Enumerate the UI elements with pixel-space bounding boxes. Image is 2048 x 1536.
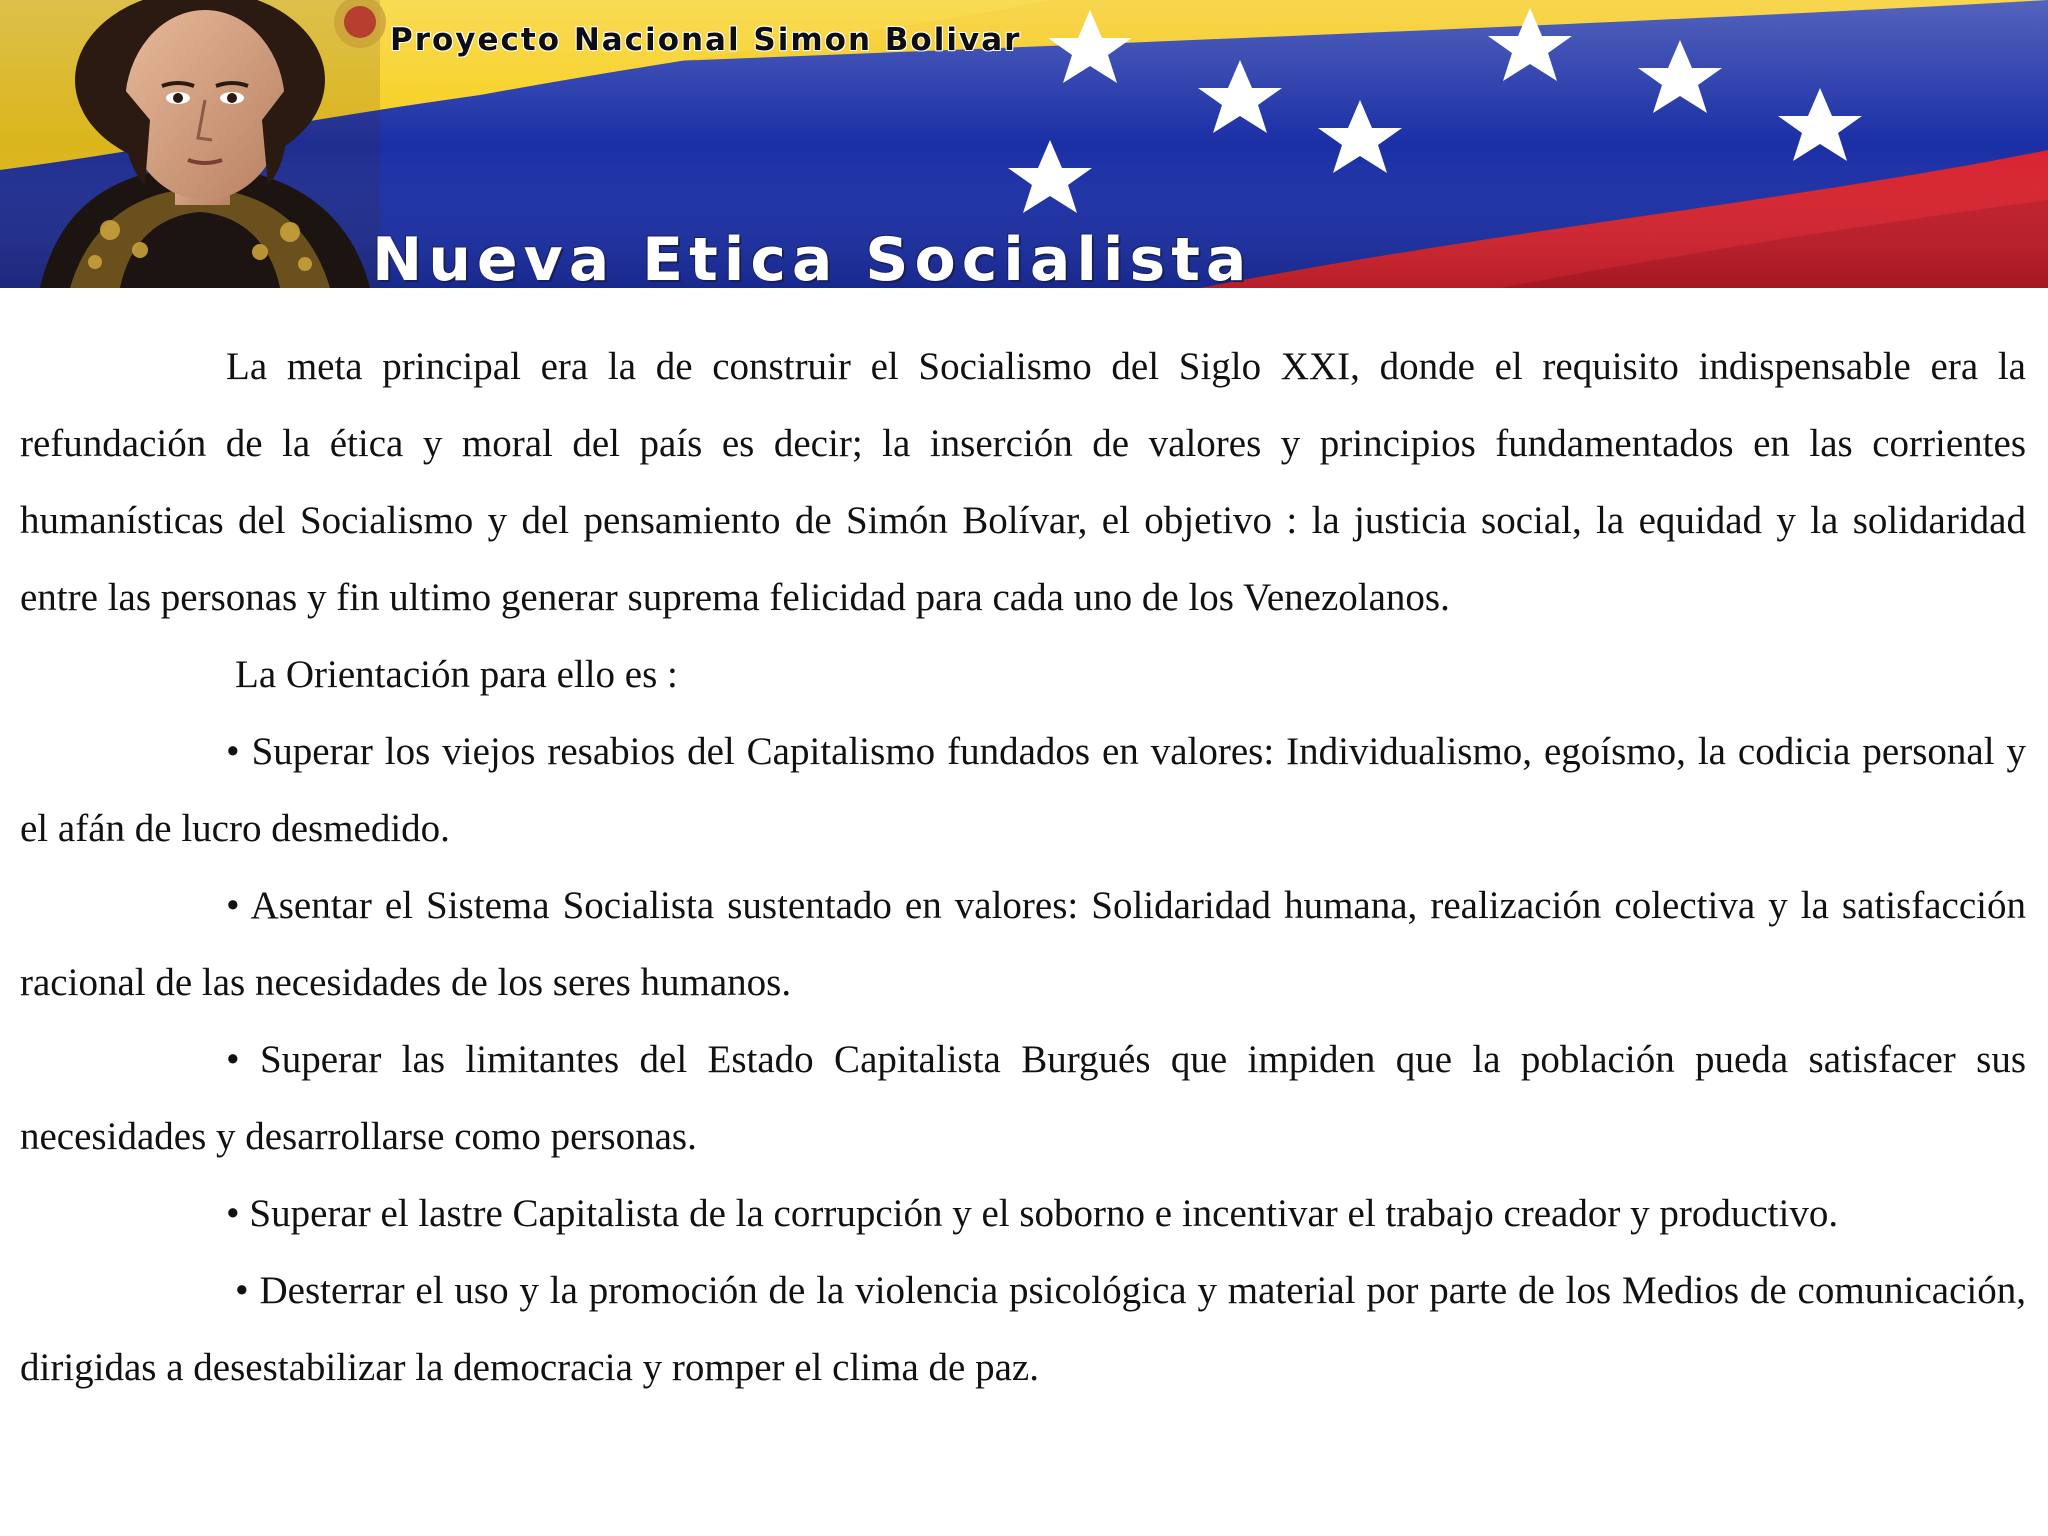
bullet-item-5: • Desterrar el uso y la promoción de la violencia psicológica y material por parte de los Medios de comunicación, dirigidas a desestabilizar la democracia y romper el clima de paz. <box>20 1269 2026 1389</box>
banner-title: Proyecto Nacional Simon Bolivar <box>390 22 1022 58</box>
bullet-item-2: • Asentar el Sistema Socialista sustentado en valores: Solidaridad humana, realización colectiva y la satisfacción racional de las necesidades de los seres humanos. <box>20 884 2026 1004</box>
banner-subtitle: Nueva Etica Socialista <box>372 225 1253 288</box>
portrait-icon <box>0 0 386 288</box>
orientation-heading: La Orientación para ello es : <box>235 653 678 696</box>
bullet-item-3: • Superar las limitantes del Estado Capitalista Burgués que impiden que la población pueda satisfacer sus necesidades y desarrollarse como personas. <box>20 1038 2026 1158</box>
intro-paragraph: La meta principal era la de construir el Socialismo del Siglo XXI, donde el requisito indispensable era la refundación de la ética y moral del país es decir; la inserción de valores y principios fundamentados en las corrientes humanísticas del Socialismo y del pensamiento de Simón Bolívar, el objetivo : la justicia social, la equidad y la solidaridad entre las personas y fin ultimo generar suprema felicidad para cada uno de los Venezolanos. <box>20 345 2026 619</box>
bullet-item-4: • Superar el lastre Capitalista de la corrupción y el soborno e incentivar el trabajo creador y productivo. <box>226 1192 1839 1235</box>
document-body <box>20 328 2026 1406</box>
header-banner <box>0 0 2048 288</box>
bullet-item-1: • Superar los viejos resabios del Capitalismo fundados en valores: Individualismo, egoísmo, la codicia personal y el afán de lucro desmedido. <box>20 730 2026 850</box>
